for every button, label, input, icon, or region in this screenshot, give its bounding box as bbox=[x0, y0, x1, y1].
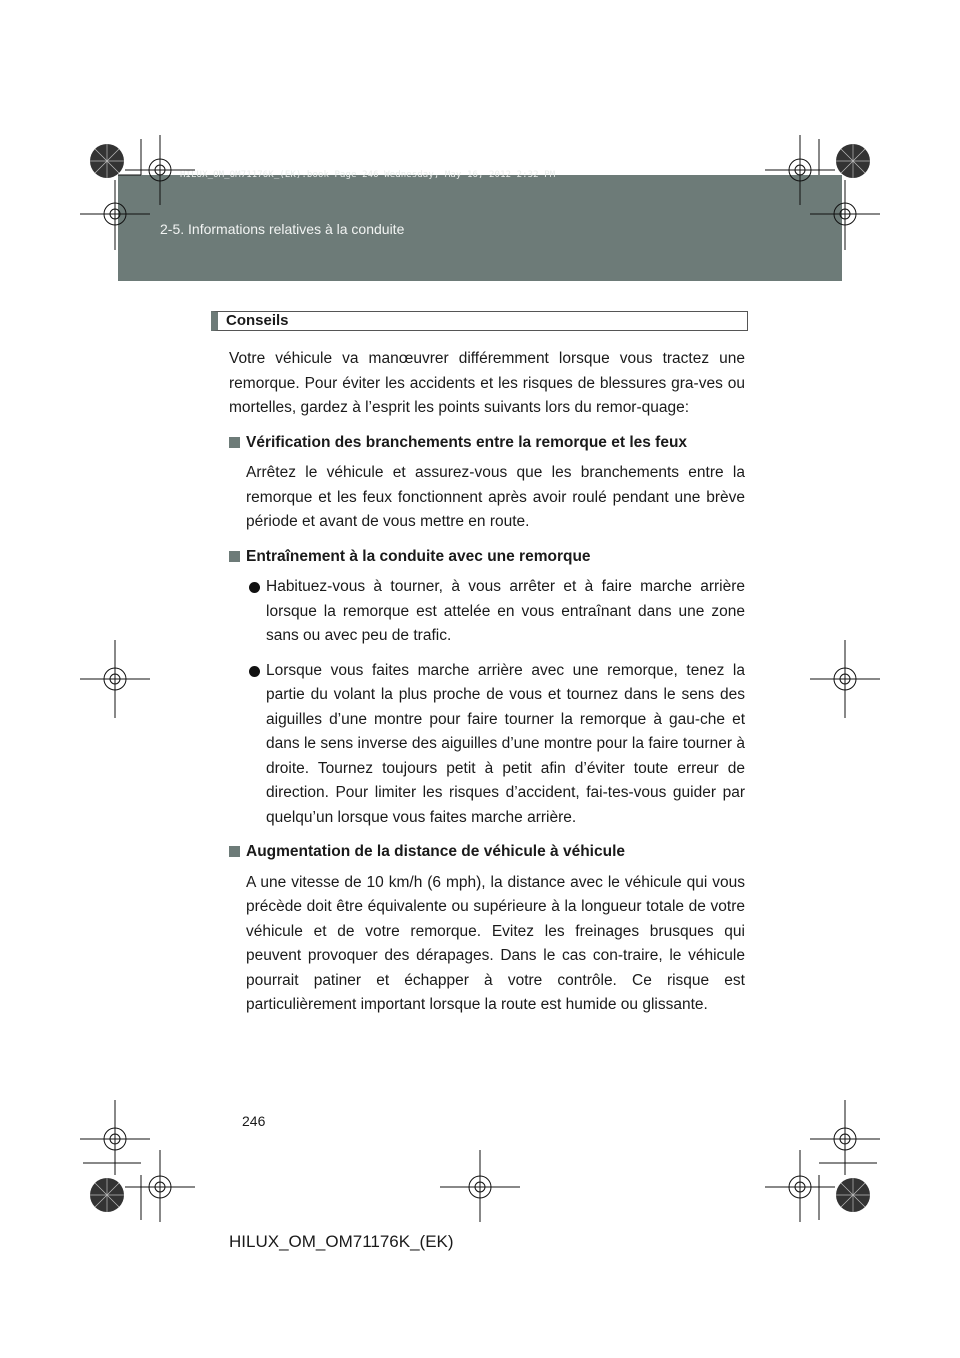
section-2 bbox=[229, 545, 745, 831]
content bbox=[229, 347, 745, 1028]
section-heading: Vérification des branchements entre la remorque et les feux bbox=[229, 431, 745, 456]
footer-code: HILUX_OM_OM71176K_(EK) bbox=[229, 1232, 454, 1251]
section-title: 2-5. Informations relatives à la conduite bbox=[160, 221, 405, 237]
page-number: 246 bbox=[242, 1113, 266, 1129]
section-1 bbox=[229, 431, 745, 535]
section-heading: Augmentation de la distance de véhicule à véhicule bbox=[229, 840, 745, 865]
bullet-item: Habituez-vous à tourner, à vous arrêter et à faire marche arrière lorsque la remorque est attelée en vous entraînant dans une zone sans ou avec peu de trafic. bbox=[229, 575, 745, 649]
round-bullet-icon bbox=[249, 582, 260, 593]
section-body: A une vitesse de 10 km/h (6 mph), la distance avec le véhicule qui vous précède doit être équivalente ou supérieure à la longueur totale de votre véhicule et de votre remorque. Evitez les freinages brusques qui peuvent provoquer des dérapages. Dans le cas con-traire, le véhicule pourrait patiner et échapper à votre contrôle. Ce risque est particulièrement important lorsque la route est humide ou glissante. bbox=[246, 873, 745, 1013]
print-stamp: HILUX_OM_OM71176K_(EK).book Page 246 Wednesday, May 16, 2012 2:32 PM bbox=[180, 170, 556, 180]
square-bullet-icon bbox=[229, 437, 240, 448]
section-body: Arrêtez le véhicule et assurez-vous que les branchements entre la remorque et les feux fonctionnent après avoir roulé pendant une brève période et avant de vous mettre en route. bbox=[246, 464, 745, 530]
intro-paragraph: Votre véhicule va manœuvrer différemment lorsque vous tractez une remorque. Pour éviter les accidents et les risques de blessures gra-ves ou mortelles, gardez à l’esprit les points suivants lors du remor-quage: bbox=[229, 350, 745, 416]
bullet-item: Lorsque vous faites marche arrière avec une remorque, tenez la partie du volant la plus proche de vous et tournez dans le sens des aiguilles d’une montre pour faire tourner la remorque à gau-che et dans le sens inverse des aiguilles d’une montre pour la faire tourner à droite. Tournez toujours petit à petit afin d’éviter toute erreur de direction. Pour limiter les risques d’accident, fai-tes-vous guider par quelqu’un lorsque vous faites marche arrière. bbox=[229, 659, 745, 831]
square-bullet-icon bbox=[229, 551, 240, 562]
section-3 bbox=[229, 840, 745, 1018]
box-heading: Conseils bbox=[211, 311, 748, 331]
square-bullet-icon bbox=[229, 846, 240, 857]
round-bullet-icon bbox=[249, 666, 260, 677]
section-heading: Entraînement à la conduite avec une remorque bbox=[229, 545, 745, 570]
